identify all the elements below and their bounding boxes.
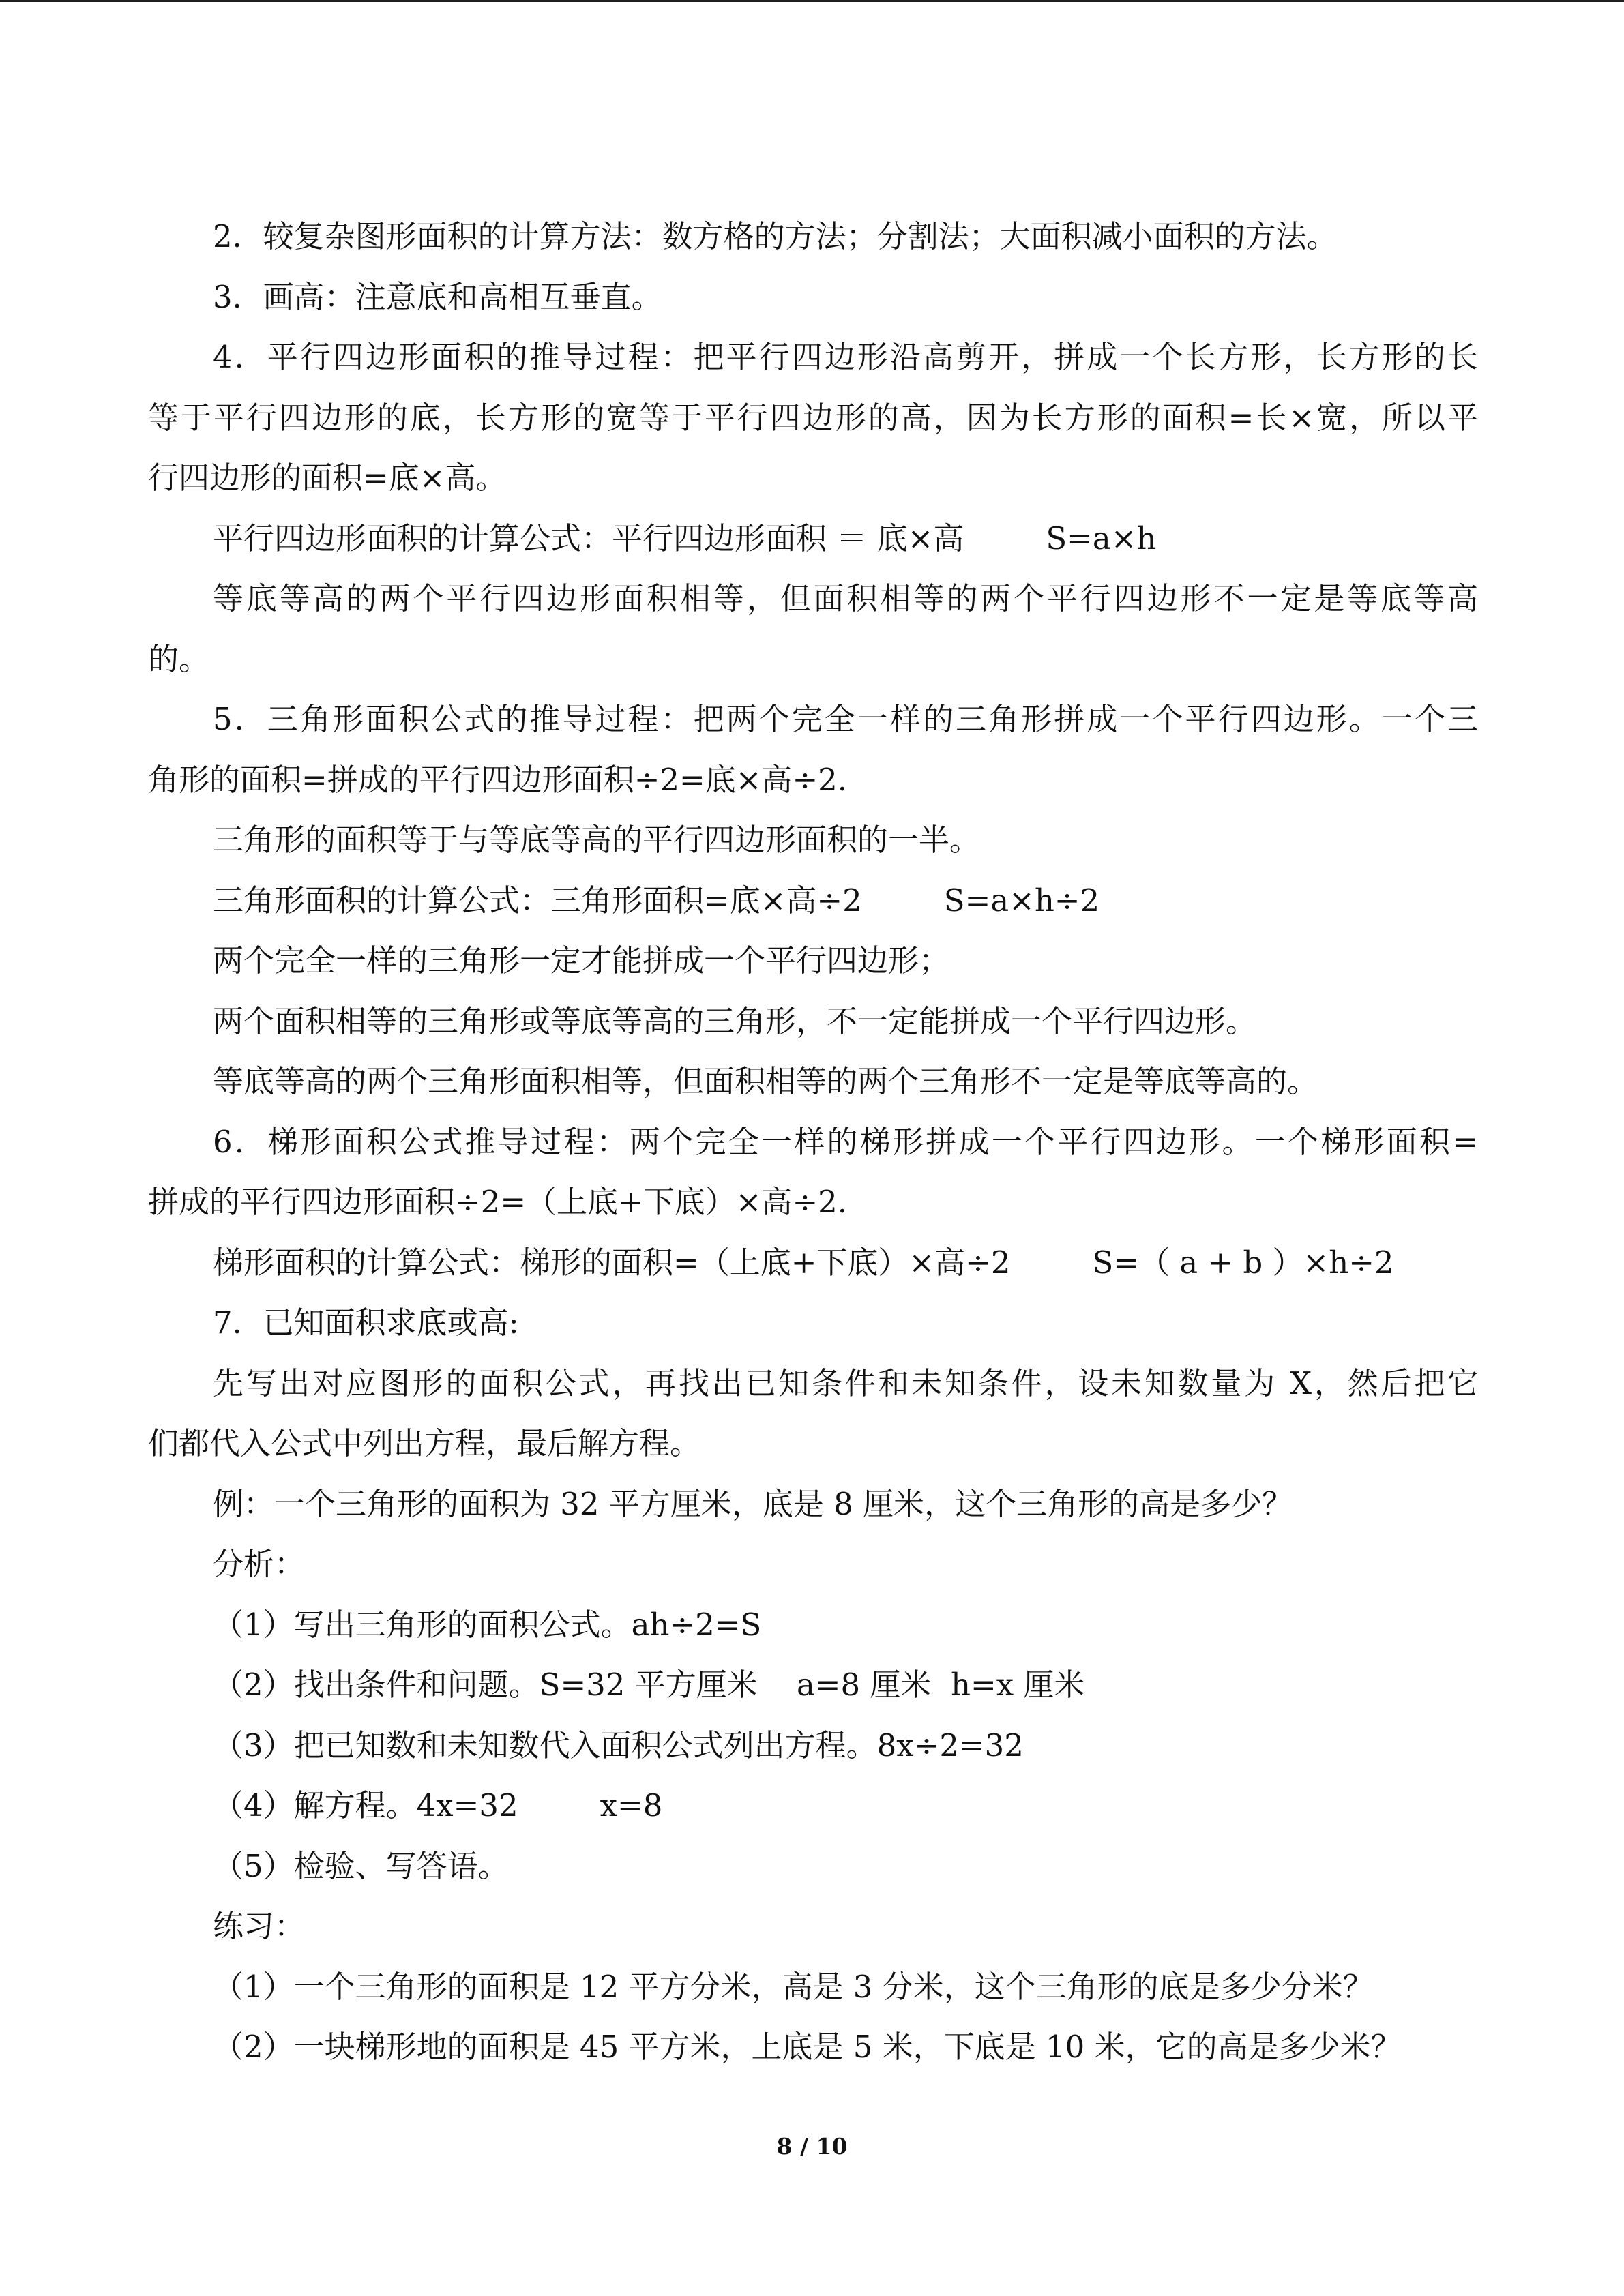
formula-symbolic: S=a×h÷2 bbox=[943, 882, 1100, 919]
paragraph-line: 等于平行四边形的底，长方形的宽等于平行四边形的高，因为长方形的面积=长×宽，所以平 bbox=[148, 399, 1478, 436]
paragraph-line: 两个面积相等的三角形或等底等高的三角形，不一定能拼成一个平行四边形。 bbox=[213, 1002, 1257, 1039]
paragraph-line: 5．三角形面积公式的推导过程：把两个完全一样的三角形拼成一个平行四边形。一个三 bbox=[213, 701, 1478, 737]
formula-line bbox=[148, 509, 1478, 569]
step-line: （2）找出条件和问题。S=32 平方厘米 a=8 厘米 h=x 厘米 bbox=[213, 1667, 1085, 1703]
page-number: 8 / 10 bbox=[776, 2133, 848, 2160]
paragraph-line: 们都代入公式中列出方程，最后解方程。 bbox=[148, 1425, 701, 1461]
paragraph-line: 先写出对应图形的面积公式，再找出已知条件和未知条件，设未知数量为 X，然后把它 bbox=[213, 1365, 1478, 1401]
paragraph-line: 角形的面积=拼成的平行四边形面积÷2=底×高÷2. bbox=[148, 761, 848, 798]
formula-text: 平行四边形面积的计算公式：平行四边形面积 ＝ 底×高 bbox=[213, 520, 964, 556]
top-border-line bbox=[0, 0, 1624, 2]
step-line: （5）检验、写答语。 bbox=[213, 1847, 509, 1884]
analysis-label: 分析： bbox=[213, 1546, 306, 1582]
paragraph-line: 2．较复杂图形面积的计算方法：数方格的方法；分割法；大面积减小面积的方法。 bbox=[213, 218, 1338, 254]
formula-symbolic: S=a×h bbox=[1046, 520, 1157, 556]
step-result: x=8 bbox=[600, 1787, 663, 1823]
paragraph-line: 行四边形的面积=底×高。 bbox=[148, 460, 507, 496]
step-text: （4）解方程。4x=32 bbox=[213, 1787, 518, 1823]
paragraph-line: 的。 bbox=[148, 640, 210, 677]
paragraph-line: 3．画高：注意底和高相互垂直。 bbox=[213, 278, 662, 315]
section-heading: 7．已知面积求底或高: bbox=[213, 1304, 519, 1341]
step-line bbox=[148, 1776, 1478, 1836]
paragraph-line: 4．平行四边形面积的推导过程：把平行四边形沿高剪开，拼成一个长方形，长方形的长 bbox=[213, 339, 1478, 375]
step-line: （3）把已知数和未知数代入面积公式列出方程。8x÷2=32 bbox=[213, 1727, 1024, 1763]
paragraph-line: 两个完全一样的三角形一定才能拼成一个平行四边形； bbox=[213, 942, 950, 979]
example-line: 例：一个三角形的面积为 32 平方厘米，底是 8 厘米，这个三角形的高是多少？ bbox=[213, 1485, 1293, 1522]
formula-text: 三角形面积的计算公式：三角形面积=底×高÷2 bbox=[213, 882, 862, 919]
paragraph-line: 等底等高的两个平行四边形面积相等，但面积相等的两个平行四边形不一定是等底等高 bbox=[213, 580, 1478, 616]
paragraph-line: 三角形的面积等于与等底等高的平行四边形面积的一半。 bbox=[213, 822, 981, 858]
exercise-line: （1）一个三角形的面积是 12 平方分米，高是 3 分米，这个三角形的底是多少分米？ bbox=[213, 1968, 1374, 2005]
exercise-line: （2）一块梯形地的面积是 45 平方米，上底是 5 米，下底是 10 米，它的高是多少米？ bbox=[213, 2029, 1402, 2065]
formula-text: 梯形面积的计算公式：梯形的面积=（上底+下底）×高÷2 bbox=[213, 1244, 1011, 1281]
formula-line bbox=[148, 1233, 1478, 1294]
formula-line bbox=[148, 871, 1478, 931]
formula-symbolic: S=（ a + b ）×h÷2 bbox=[1092, 1244, 1394, 1281]
document-body bbox=[148, 207, 1478, 2078]
paragraph-line: 6．梯形面积公式推导过程：两个完全一样的梯形拼成一个平行四边形。一个梯形面积= bbox=[213, 1123, 1478, 1160]
step-line: （1）写出三角形的面积公式。ah÷2=S bbox=[213, 1606, 762, 1643]
paragraph-line: 拼成的平行四边形面积÷2=（上底+下底）×高÷2. bbox=[148, 1184, 848, 1220]
paragraph-line: 等底等高的两个三角形面积相等，但面积相等的两个三角形不一定是等底等高的。 bbox=[213, 1063, 1318, 1099]
exercise-label: 练习： bbox=[213, 1908, 306, 1944]
